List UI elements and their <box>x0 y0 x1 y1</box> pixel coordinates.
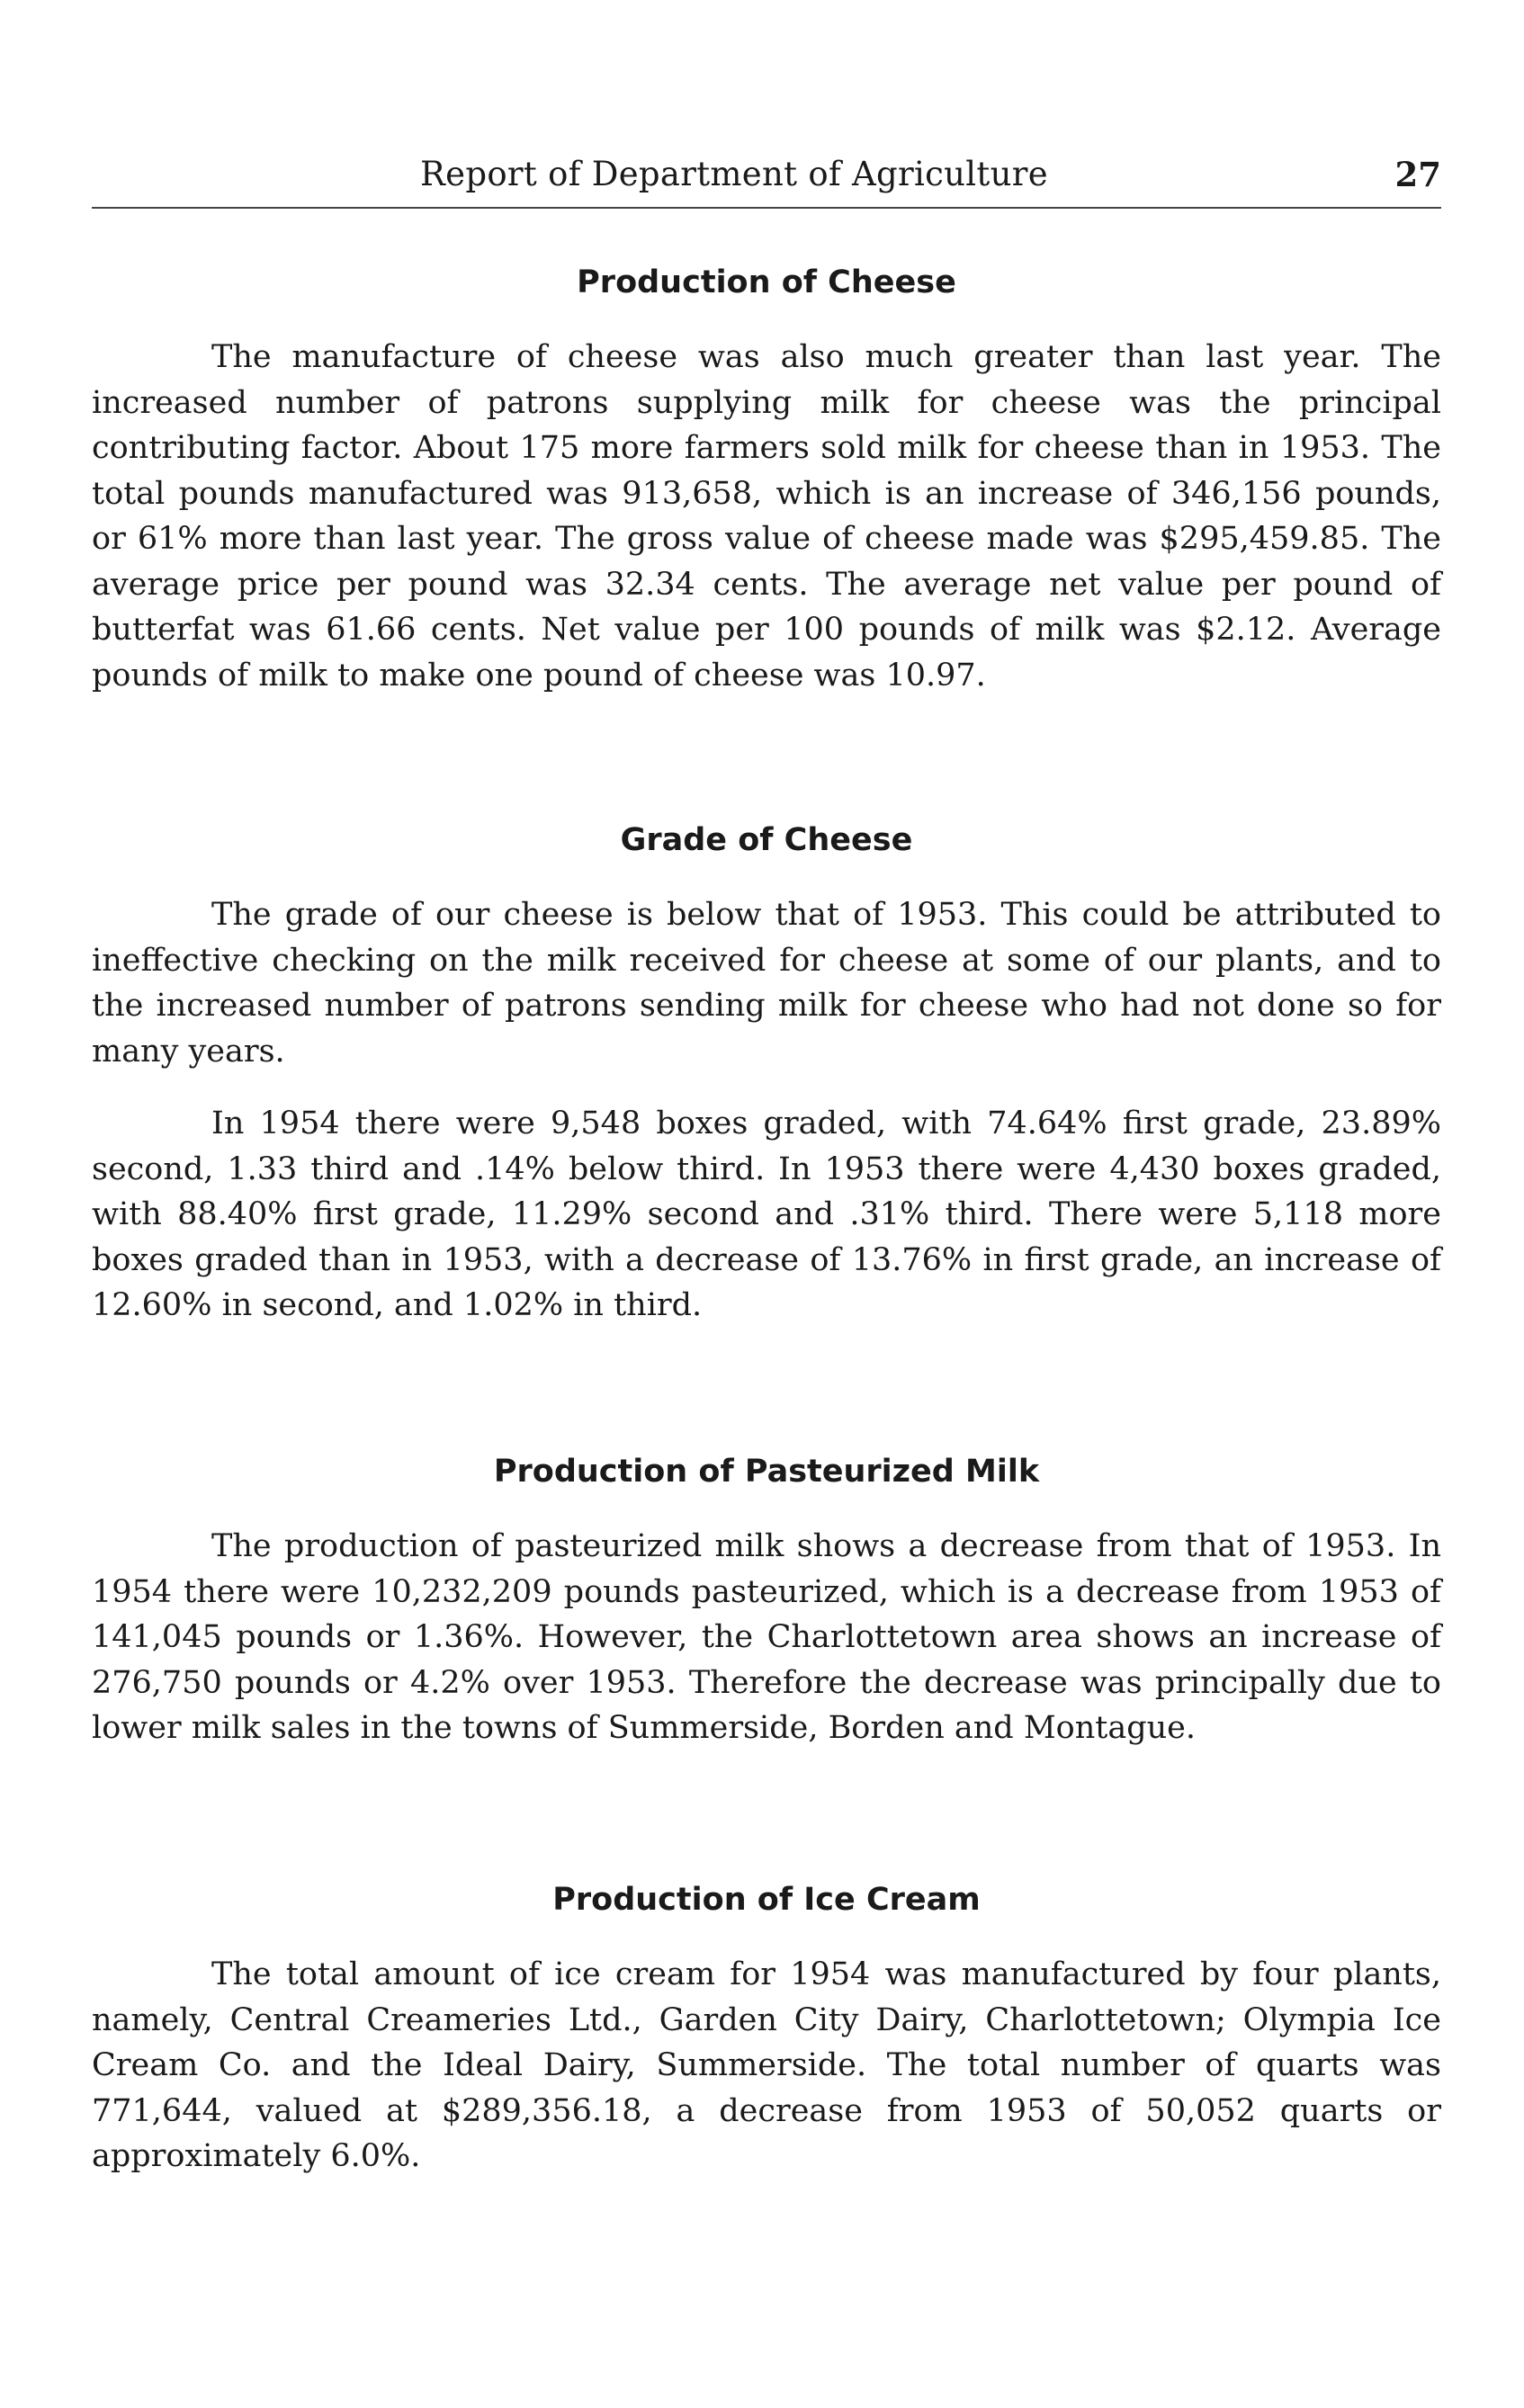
body-paragraph: In 1954 there were 9,548 boxes graded, with 74.64% first grade, 23.89% second, 1.33 third and .14% below third. In 1953 there were 4,430 boxes graded, with 88.40% first grade, 11.29% second and .31% third. There were 5,118 more boxes graded than in 1953, with a decrease of 13.76% in first grade, an increase of 12.60% in second, and 1.02% in third. <box>92 1106 1441 1323</box>
running-title: Report of Department of Agriculture <box>420 155 1048 193</box>
section-heading: Grade of Cheese <box>620 822 913 858</box>
header-rule <box>92 207 1441 209</box>
body-paragraph: The production of pasteurized milk shows a decrease from that of 1953. In 1954 there were 10,232,209 pounds pasteurized, which is a decrease from 1953 of 141,045 pounds or 1.36%. However, the Charlottetown area shows an increase of 276,750 pounds or 4.2% over 1953. Therefore the decrease was principally due to lower milk sales in the towns of Summerside, Borden and Montague. <box>92 1528 1441 1746</box>
section-production-of-ice-cream <box>92 1878 1441 2180</box>
page-number: 27 <box>1394 155 1441 194</box>
section-heading: Production of Ice Cream <box>552 1882 981 1918</box>
section-production-of-pasteurized-milk <box>92 1450 1441 1751</box>
running-header <box>92 155 1441 201</box>
section-heading: Production of Cheese <box>577 264 956 300</box>
body-paragraph: The manufacture of cheese was also much greater than last year. The increased number of patrons supplying milk for cheese was the principal contributing factor. About 175 more farmers sold milk for cheese than in 1953. The total pounds manufactured was 913,658, which is an increase of 346,156 pounds, or 61% more than last year. The gross value of cheese made was $295,459.85. The average price per pound was 32.34 cents. The average net value per pound of butterfat was 61.66 cents. Net value per 100 pounds of milk was $2.12. Average pounds of milk to make one pound of cheese was 10.97. <box>92 339 1441 694</box>
section-grade-of-cheese <box>92 819 1441 1329</box>
section-heading: Production of Pasteurized Milk <box>493 1454 1040 1490</box>
section-production-of-cheese <box>92 261 1441 698</box>
body-paragraph: The grade of our cheese is below that of 1953. This could be attributed to ineffective checking on the milk received for cheese at some of our plants, and to the increased number of patrons sending milk for cheese who had not done so for many years. <box>92 897 1441 1070</box>
body-paragraph: The total amount of ice cream for 1954 was manufactured by four plants, namely, Central Creameries Ltd., Garden City Dairy, Charlottetown; Olympia Ice Cream Co. and the Ideal Dairy, Summerside. The total number of quarts was 771,644, valued at $289,356.18, a decrease from 1953 of 50,052 quarts or approximately 6.0%. <box>92 1956 1441 2174</box>
